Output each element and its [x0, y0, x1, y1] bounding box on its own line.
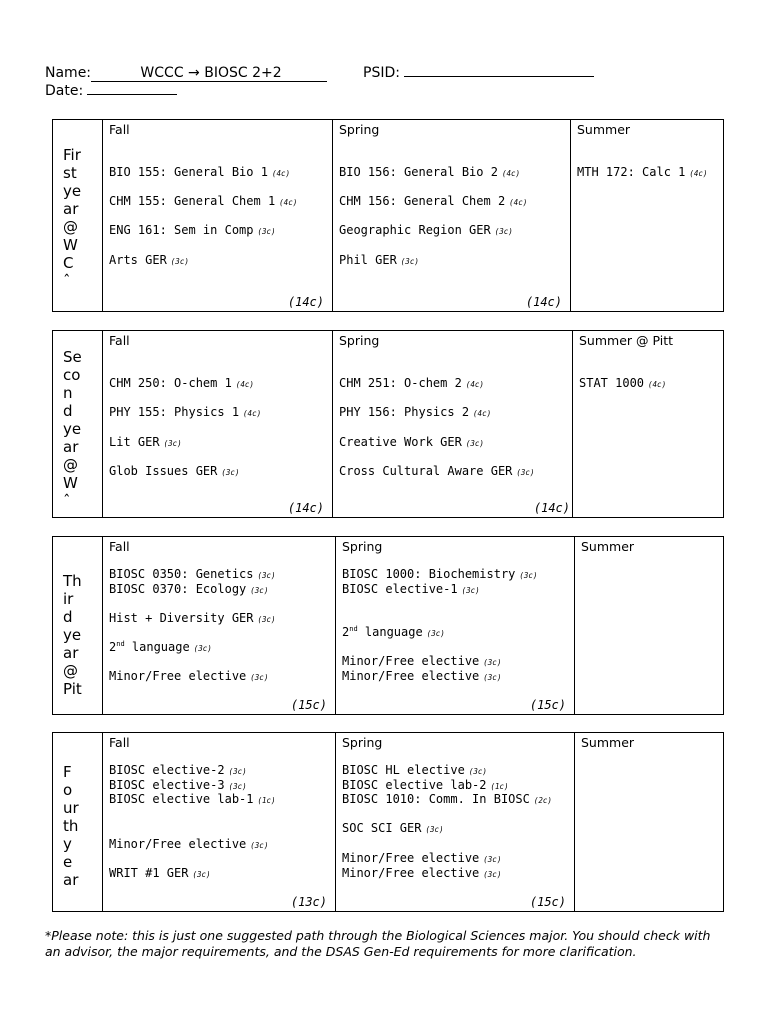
year-label-part: e: [63, 853, 73, 871]
year-block-1: [52, 119, 724, 312]
course-line: BIOSC elective-1 (3c): [342, 582, 480, 596]
term-title: Fall: [109, 122, 130, 137]
course-line: BIOSC elective lab-2 (1c): [342, 778, 509, 792]
year-block-2: [52, 330, 724, 518]
course-line: Lit GER (3c): [109, 435, 182, 449]
year-label-part: @: [63, 456, 78, 474]
year-label-part: ar: [63, 438, 79, 456]
credit-total: (13c): [290, 895, 327, 909]
term-title: Fall: [109, 735, 130, 750]
year-label-part: ye: [63, 182, 82, 200]
course-line: PHY 155: Physics 1 (4c): [109, 405, 262, 419]
advisor-note: *Please note: this is just one suggested path through the Biological Sciences major. You should check with an advisor, the major requirements, and the DSAS Gen-Ed requirements for more clarification.: [45, 928, 711, 959]
course-line: Hist + Diversity GER (3c): [109, 611, 276, 625]
name-label: Name:: [45, 65, 92, 81]
year-label-part: co: [63, 366, 81, 384]
term-title: Fall: [109, 333, 130, 348]
name-field[interactable]: WCCC → BIOSC 2+2: [91, 65, 327, 82]
course-line: Minor/Free elective (3c): [342, 851, 502, 865]
term-title: Spring: [342, 735, 383, 750]
course-line: 2nd language (3c): [342, 625, 445, 639]
course-line: CHM 155: General Chem 1 (4c): [109, 194, 298, 208]
year-label: [53, 331, 103, 517]
year-label-part: W: [63, 236, 78, 254]
term-summer: [575, 537, 723, 714]
course-line: BIO 156: General Bio 2 (4c): [339, 165, 521, 179]
term-fall: [103, 537, 336, 714]
term-summer: [573, 331, 723, 517]
course-line: Cross Cultural Aware GER (3c): [339, 464, 535, 478]
year-label: [53, 733, 103, 911]
date-label: Date:: [45, 83, 84, 99]
course-line: Glob Issues GER (3c): [109, 464, 240, 478]
year-label-part: th: [63, 817, 79, 835]
year-label-part: C: [63, 254, 74, 272]
credit-total: (15c): [290, 698, 327, 712]
year-label-part: Se: [63, 348, 82, 366]
year-label-part: ˆ: [63, 492, 71, 510]
course-line: ENG 161: Sem in Comp (3c): [109, 223, 276, 237]
term-spring: [336, 733, 575, 911]
year-label: [53, 120, 103, 311]
name-row: [45, 64, 594, 82]
course-line: BIOSC 0370: Ecology (3c): [109, 582, 269, 596]
course-line: WRIT #1 GER (3c): [109, 866, 211, 880]
psid-label: PSID:: [363, 65, 400, 81]
year-label-part: o: [63, 781, 73, 799]
year-label-part: Fir: [63, 146, 81, 164]
term-spring: [333, 331, 573, 517]
term-title: Fall: [109, 539, 130, 554]
year-label-part: ye: [63, 420, 82, 438]
year-label-part: ir: [63, 590, 74, 608]
term-title: Spring: [339, 333, 380, 348]
term-summer: [575, 733, 723, 911]
course-line: Minor/Free elective (3c): [342, 866, 502, 880]
year-label-part: Pit: [63, 680, 82, 698]
course-line: SOC SCI GER (3c): [342, 821, 444, 835]
course-line: BIOSC 1010: Comm. In BIOSC (2c): [342, 792, 552, 806]
credit-total: (14c): [533, 501, 570, 515]
year-label-part: @: [63, 218, 78, 236]
term-fall: [103, 120, 333, 311]
course-line: Arts GER (3c): [109, 253, 189, 267]
course-line: Creative Work GER (3c): [339, 435, 484, 449]
year-label-part: ye: [63, 626, 82, 644]
course-line: BIOSC HL elective (3c): [342, 763, 487, 777]
credit-total: (14c): [287, 295, 324, 309]
course-line: Phil GER (3c): [339, 253, 419, 267]
term-fall: [103, 331, 333, 517]
course-line: BIO 155: General Bio 1 (4c): [109, 165, 291, 179]
course-line: BIOSC 1000: Biochemistry (3c): [342, 567, 538, 581]
year-label-part: ar: [63, 200, 79, 218]
credit-total: (14c): [287, 501, 324, 515]
year-label-part: @: [63, 662, 78, 680]
course-line: CHM 156: General Chem 2 (4c): [339, 194, 528, 208]
year-label-part: y: [63, 835, 72, 853]
course-line: Minor/Free elective (3c): [109, 669, 269, 683]
date-field[interactable]: [87, 94, 177, 95]
year-label-part: F: [63, 763, 72, 781]
date-row: [45, 82, 594, 100]
course-line: BIOSC 0350: Genetics (3c): [109, 567, 276, 581]
year-label-part: W: [63, 474, 78, 492]
term-summer: [571, 120, 723, 311]
credit-total: (15c): [529, 895, 566, 909]
year-label-part: st: [63, 164, 77, 182]
year-label-part: ar: [63, 871, 79, 889]
credit-total: (15c): [529, 698, 566, 712]
term-title: Spring: [339, 122, 380, 137]
course-line: Geographic Region GER (3c): [339, 223, 513, 237]
psid-field[interactable]: [404, 76, 594, 77]
course-line: PHY 156: Physics 2 (4c): [339, 405, 492, 419]
course-line: Minor/Free elective (3c): [342, 654, 502, 668]
course-line: BIOSC elective-2 (3c): [109, 763, 247, 777]
term-fall: [103, 733, 336, 911]
course-line: CHM 250: O-chem 1 (4c): [109, 376, 254, 390]
course-line: STAT 1000 (4c): [579, 376, 667, 390]
year-block-4: [52, 732, 724, 912]
term-title: Spring: [342, 539, 383, 554]
course-line: Minor/Free elective (3c): [342, 669, 502, 683]
term-title: Summer: [581, 539, 635, 554]
year-label-part: ur: [63, 799, 79, 817]
term-title: Summer @ Pitt: [579, 333, 674, 348]
course-line: 2nd language (3c): [109, 640, 212, 654]
year-label-part: n: [63, 384, 73, 402]
year-block-3: [52, 536, 724, 715]
course-line: CHM 251: O-chem 2 (4c): [339, 376, 484, 390]
term-title: Summer: [581, 735, 635, 750]
year-label-part: ˆ: [63, 272, 71, 290]
term-title: Summer: [577, 122, 631, 137]
year-label-part: d: [63, 402, 73, 420]
year-label-part: Th: [63, 572, 82, 590]
term-spring: [333, 120, 571, 311]
year-label-part: d: [63, 608, 73, 626]
course-line: MTH 172: Calc 1 (4c): [577, 165, 708, 179]
form-header: [45, 64, 594, 100]
course-line: BIOSC elective-3 (3c): [109, 778, 247, 792]
course-line: BIOSC elective lab-1 (1c): [109, 792, 276, 806]
term-spring: [336, 537, 575, 714]
course-line: Minor/Free elective (3c): [109, 837, 269, 851]
credit-total: (14c): [525, 295, 562, 309]
year-label-part: ar: [63, 644, 79, 662]
year-label: [53, 537, 103, 714]
